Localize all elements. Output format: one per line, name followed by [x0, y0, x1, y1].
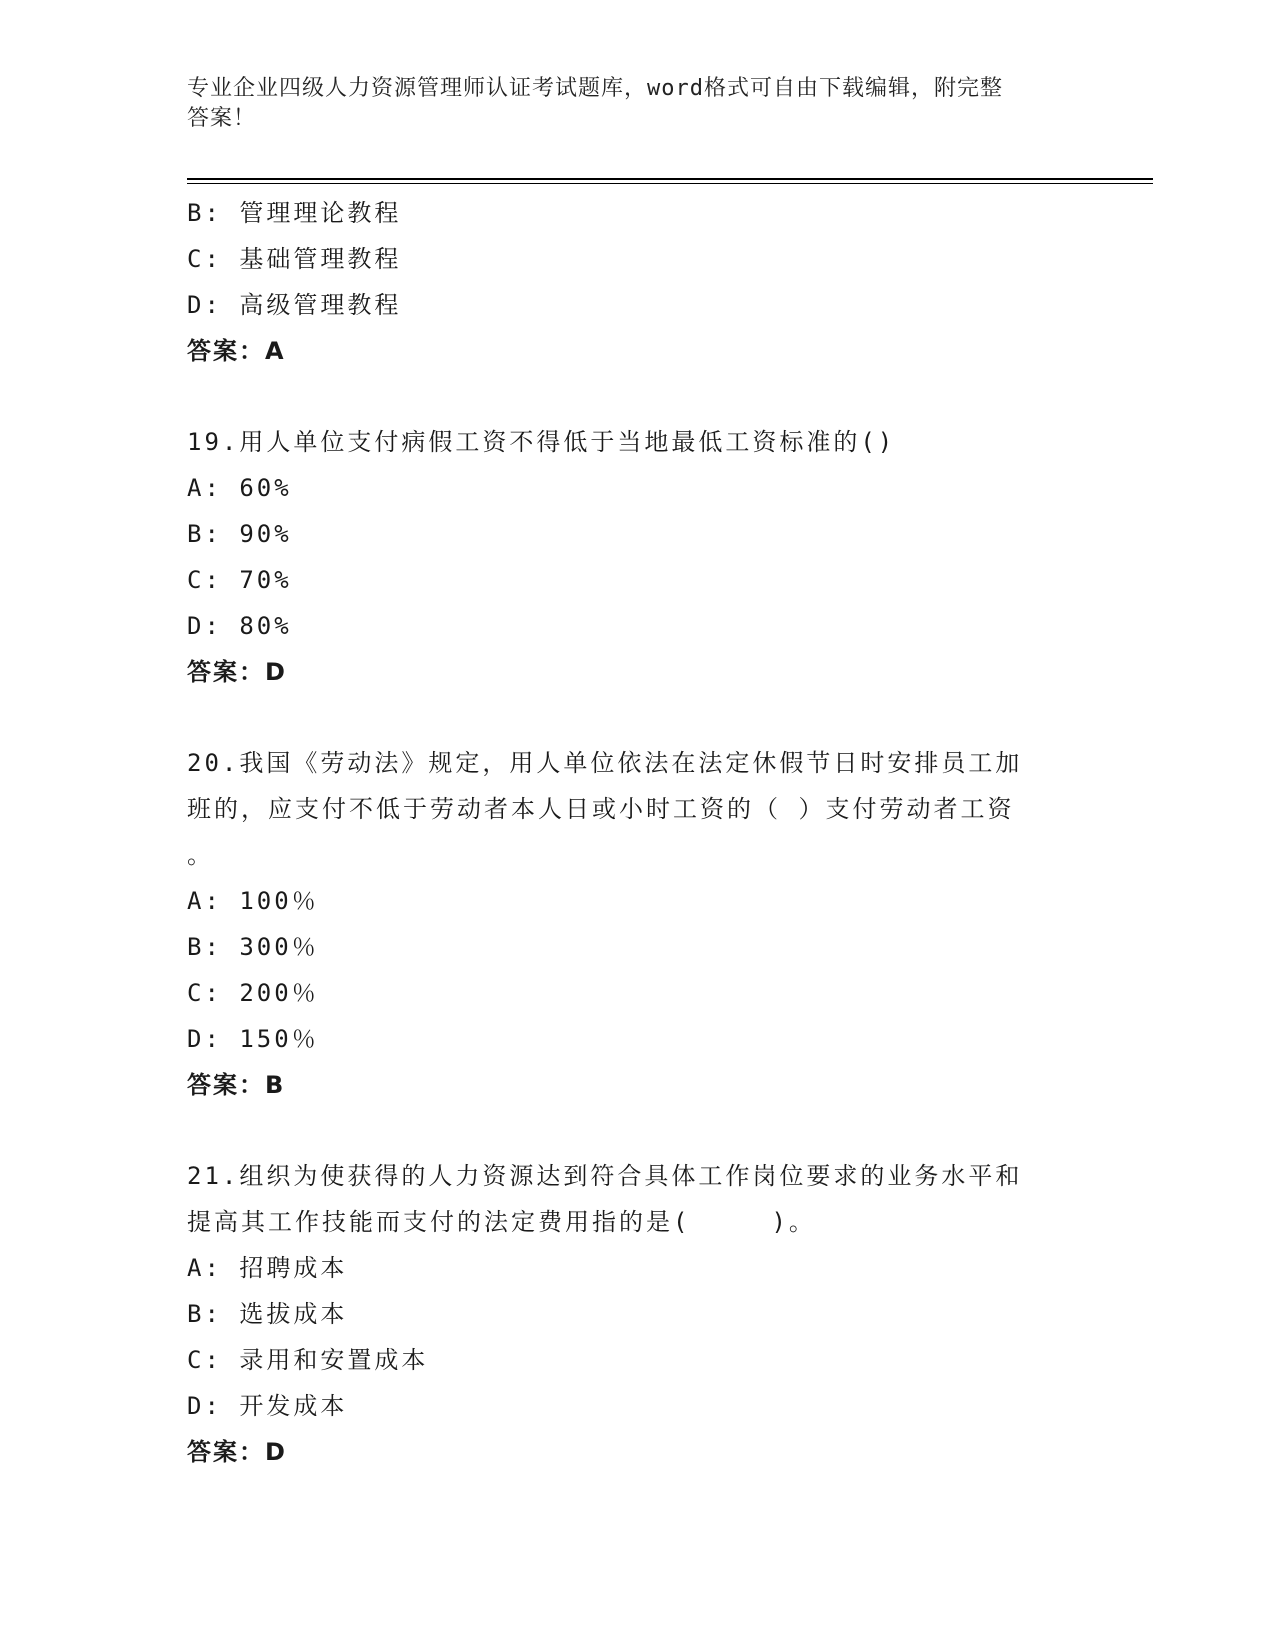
option-d: D: 150％	[187, 1025, 319, 1053]
option-c: C: 200％	[187, 979, 319, 1007]
question-list	[187, 190, 1087, 1475]
question-block-18	[187, 190, 1087, 374]
option-b: B: 90%	[187, 520, 292, 548]
question-text: 19.用人单位支付病假工资不得低于当地最低工资标准的()	[187, 428, 896, 456]
option-d: D: 高级管理教程	[187, 291, 402, 319]
question-text-line-1: 20.我国《劳动法》规定，用人单位依法在法定休假节日时安排员工加	[187, 749, 1023, 777]
spacer	[187, 695, 1087, 740]
question-block-21	[187, 1153, 1087, 1475]
option-c: C: 录用和安置成本	[187, 1346, 429, 1374]
header-line-1: 专业企业四级人力资源管理师认证考试题库，word格式可自由下载编辑，附完整	[187, 76, 1003, 101]
option-b: B: 300％	[187, 933, 319, 961]
question-text-line-2: 提高其工作技能而支付的法定费用指的是( )。	[187, 1208, 816, 1236]
option-d: D: 80%	[187, 612, 292, 640]
answer-line: 答案：D	[187, 658, 287, 686]
header-rule-thin	[187, 183, 1153, 184]
option-a: A: 100％	[187, 887, 319, 915]
document-header	[187, 74, 1067, 134]
question-block-20	[187, 740, 1087, 1108]
spacer	[187, 1108, 1087, 1153]
answer-line: 答案：B	[187, 1071, 286, 1099]
question-text-line-3: 。	[187, 841, 214, 869]
question-text-line-2: 班的，应支付不低于劳动者本人日或小时工资的（ ）支付劳动者工资	[187, 795, 1015, 823]
answer-line: 答案：D	[187, 1438, 287, 1466]
header-rule-thick	[187, 178, 1153, 180]
option-b: B: 管理理论教程	[187, 199, 402, 227]
answer-line: 答案：A	[187, 337, 286, 365]
option-a: A: 60%	[187, 474, 292, 502]
option-c: C: 基础管理教程	[187, 245, 402, 273]
question-text-line-1: 21.组织为使获得的人力资源达到符合具体工作岗位要求的业务水平和	[187, 1162, 1023, 1190]
option-a: A: 招聘成本	[187, 1254, 348, 1282]
option-c: C: 70%	[187, 566, 292, 594]
option-b: B: 选拔成本	[187, 1300, 348, 1328]
header-line-2: 答案！	[187, 106, 257, 131]
question-block-19	[187, 419, 1087, 695]
spacer	[187, 374, 1087, 419]
option-d: D: 开发成本	[187, 1392, 348, 1420]
